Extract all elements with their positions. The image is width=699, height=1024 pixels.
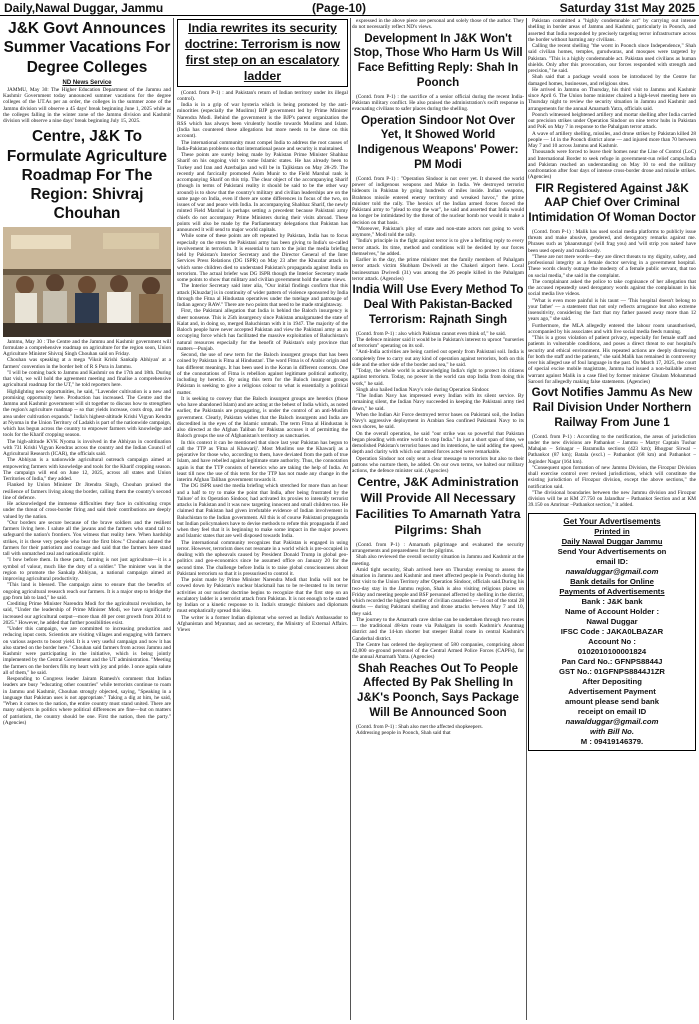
masthead-paper-name: Daily,Nawal Duggar, Jammu [4, 1, 164, 15]
article-paragraph: expressed in the above piece are personal and solely those of the author. They do not necessarily reflect ND's views. [352, 18, 524, 31]
article-paragraph: The defence minister said it would be in Pakistan's interest to uproot "nurseries of terrorism" operating on its soil. [352, 336, 524, 350]
article-paragraph: Responding to Congress leader Jairam Ramesh's comment that Indian leaders are busy "educating other countries" while terrorists continue to roam in Jammu and Kashmir, Chouhan strongly objected, saying, "Speaking in a language that Pakistan uses is not appropriate." Taking a dig at him, he said, "When it comes to the nation, the entire country must stand united. There are many subjects in politics where political differences are fine—but on matters of patriotism, the country should be one. First the nation, then the party." (Agencies) [3, 676, 171, 726]
article-paragraph: "The divisional boundaries between the new Jammu division and Firozpur division will be at KM 27.750 on Jalandhar – Pathankot Section and at KM 39.150 on Amritsar –Pathankot section," it added. [528, 489, 696, 509]
article-paragraph: (Contd. from P-1) : According to the notification, the areas of jurisdiction under the new divisions are Pathankot – Jammu – Martyr Captain Tushar Mahajan – Srinagar – Baramulla sections (423 km); Bhogpur Sirwal – Pathankot (87 km); Batala (excl.) – Pathankot (68 km) and Pathankot – Joginder Nagar (164 km). [528, 433, 696, 465]
article-paragraph: "Consequent upon formation of new Jammu Division, the Firozpur Division shall exercise control over revised jurisdictions, which will constitute the existing jurisdiction of Firozpur division, except the above sections," the notification said. [528, 464, 696, 490]
ad-email[interactable]: nawalduggar@gmail.com [565, 567, 659, 577]
article-paragraph: The writer is a former Indian diplomat who served as India's Ambassador to Afghanistan and Myanmar, and as secretary, the Ministry of External Affairs. Views [177, 614, 348, 633]
ad-line: Advertisement Payment [568, 687, 656, 697]
article-paragraph: The Centre has ordered the deployment of 580 companies, comprising about 42,000 on-ground personnel of the Central Armed Police Forces (CAPFs), for the annual Amarnath Yatra. (Agencies) [352, 641, 524, 661]
article-paragraph: The international community must compel India to address the root causes of India-Pakistan problems so that international peace and security is maintained. [177, 139, 348, 152]
advertisement-box [528, 513, 696, 752]
article-paragraph: The point made by Prime Minister Narendra Modi that India will not be cowed down by Pakistan's nuclear blackmail has to be re-iterated to its terror activities at our nuclear doctrine begins to recognize that the first step on an escalatory ladder is a terrorist attack from Pakistan. It is not enough to be stated by Indian or a kinetic response to it. India's strategic thinkers and diplomats must emphatically spread this idea. [177, 577, 348, 615]
article-headline: Govt Notifies Jammu As New Rail Division Under Northern Railway From June 1 [531, 386, 693, 429]
column-4 [528, 18, 696, 1020]
article-paragraph: (Contd. from P-1) : Malik has used social media platforms to publicly issue threats and make abusive, gendered, and derogatory remarks against me. Phrases such as 'phaanstunga' (will frag you) and 'will strip you naked' have been used openly and maliciously. [528, 228, 696, 254]
ad-line: Pan Card No.: GFNPS8844J [561, 657, 663, 667]
article-paragraph: "This land is blessed. The campaign aims to ensure that the benefits of ongoing agricultural research reach our farmers. It is a major step to bridge the gap from lab to land," he said. [3, 582, 171, 601]
article-paragraph: Addressing people in Poonch, Shah said that [356, 730, 451, 737]
article-paragraph: Jammu, May 30 : The Centre and the Jammu and Kashmir government will formulate a comprehensive roadmap on agriculture for the region soon, Union Agriculture Minister Shivraj Singh Chouhan said on Friday. [3, 338, 171, 357]
ad-line: with Bill No. [590, 727, 634, 737]
ad-line: Daily Nawal Duggar Jammu [561, 537, 663, 547]
article-paragraph: It is seeking to convey that the Baloch insurgent groups are heretics (those who have abandoned Islam) and are acting at the behest of India which, as noted earlier, the Pakistanis are propagating, is under the control of an anti-Muslim government. Clearly, Pakistan wishes that the Baloch insurgents and India are discredited in the eyes of the Islamic ummah. The term Fitna al Hindustan is also directed at the Afghan Taliban for Pakistan accuses it of permitting the Baloch groups the use of Afghanistan's territory as sanctuaries. [177, 395, 348, 440]
ad-email[interactable]: nawalduggar@gmail.com [565, 717, 659, 727]
article-paragraph: The complainant asked the police to take cognisance of her allegation that the accused repeatedly used derogatory words against the complainant in his social media live videos. [528, 278, 696, 298]
article-paragraph: Second, the use of new term for the Baloch insurgent groups that has been coined by Pakistan is Fitna al Hindustan'. The word Fitna is of Arabic origin and has different meanings. It has been used in the Koran in different contexts. One of the connotations of Fitna is rebellion against legitimate political authority, including by heretics. By using this term for the Baloch insurgent groups Pakistan is seeking to give a religious colour to what is essentially a political matter. [177, 352, 348, 396]
article-paragraph: While some of these points are oft repeated by Pakistan, India has to focus especially on the stress the Pakistani army has been giving to India's so-called involvement in terrorism. It is essential to turn to the joint the media briefing held by Pakistan's Interior Secretary and the Director General of the Inter Services Press Relations (DG ISPR) on May 23 after the Khuzdar attack in which some children died to understand Pakistan's propaganda against India on terrorism. The actual briefer was DG ISPR though the Interior Secretary made some points to show that military and civilian government hold the same views. [177, 233, 348, 283]
ad-line: email ID: [595, 557, 629, 567]
ad-line: Bank details for Online [570, 577, 654, 587]
article-byline: ND News Service [62, 79, 112, 86]
article-paragraph: "What is even more painful is his taunt — 'This hospital doesn't belong to your father' — a statement that not only reflects arrogance but also extreme insensitivity, considering the fact that my father passed away more than 12 years ago," she said. [528, 297, 696, 323]
article-paragraph: (Contd. from P-1) : Shah also met the affected shopkeepers. [356, 723, 483, 730]
article-paragraph: "Our borders are secure because of the brave soldiers and the resilient farmers living here. I salute all the jawans and the farmers who stand tall to safeguard the nation's frontiers. You witness that reality here. When hardship strikes, it is these very people who bear the first blow." Chouhan saluted the farmers for their patriotism and courage and said that the farmers here stand tall with unmatched zeal and nationalistic spirit. [3, 519, 171, 557]
ad-line: Nawal Duggar [586, 617, 638, 627]
article-headline: Development In J&K Won't Stop, Those Who Harm Us Will Face Befitting Reply: Shah In Poonch [353, 31, 523, 89]
column-1 [3, 18, 171, 1020]
article-paragraph: A wave of artillery shelling, missiles, and drone strikes by Pakistan killed 28 people — 14 in the Poonch district alone — and injured more than 70 between May 7 and 10 across Jammu and Kashmir. [528, 130, 696, 149]
article-paragraph: Shah also reviewed the overall security situation in Jammu and Kashmir at the meeting. [352, 554, 524, 567]
article-paragraph: (Contd. from P-1) : the sacrifice of a senior official during the recent India-Pakistan military conflict. He also praised the administration's swift response in evacuating civilians to safer places during the shelling. [352, 93, 524, 113]
article-paragraph: (Contd. from P-1) : "Operation Sindoor is not over yet. It showed the world power of indigenous weapons and Make in India. We destroyed terrorist hideouts in Pakistan by going hundreds of miles inside. Indian weapons, Brahmos missile entered enemy territory and wreaked havoc," the prime minister told the rally. The heroics of the Indian armed forces forced the Pakistani army to "plead to stop the war", he said and asserted that India would no longer be intimidated by the threat of the nuclear bomb nor would it make a decision on that basis. [352, 175, 524, 226]
ad-line: 0102010100001824 [577, 647, 647, 657]
article-paragraph: Earlier in the day, the prime minister met the family members of Pahalgam terror attack victim Shubham Dwivedi at the Chakeri airport here. Local businessman Dwivedi (31) was among the 26 people killed in the Pahalgam terror attack. (Agencies) [352, 257, 524, 282]
article-headline: Centre, J&K Administration Will Provide All Necessary Facilities To Amarnath Yatra Pilgrims: Shah [355, 475, 521, 537]
article-paragraph: Thousands were forced to leave their homes near the Line of Control (LoC) and International Border to seek refuge in government-run relief camps.India and Pakistan reached an understanding on May 10 to end the military confrontation after four days of intense cross-border drone and missile strikes. (Agencies) [528, 149, 696, 181]
ad-line: GST No.: 01GFNPS8844J1ZR [559, 667, 665, 677]
article-headline: FIR Registered Against J&K AAP Chief Over Criminal Intimidation Of Woman Doctor [528, 181, 696, 225]
article-paragraph: The high-altitude KVK Nyoma is involved in the Abhiyan in coordination with 731 Krishi Vigyan Kendras across the country and the Indian Council of Agricultural Research (ICAR), the officials said. [3, 438, 171, 457]
article-paragraph: Operation Sindoor not only sent a clear message to terrorists but also to their patrons who nurture them, he added. On our own terms, we halted our military actions, the defence minister said. (Agencies) [352, 455, 524, 475]
article-paragraph: "The Indian Navy has impressed every Indian with its silent service. By remaining silent, the Indian Navy succeeded in keeping the Pakistani army tied down," he said. [352, 393, 524, 412]
ad-line: IFSC Code : JAKA0LBAZAR [560, 627, 664, 637]
column-2 [177, 18, 348, 1020]
article-paragraph: When the Indian Air Force destroyed terror bases on Pakistani soil, the Indian Navy's aggressive deployment in Arabian Sea confined Pakistani Navy to its own shores, he said. [352, 411, 524, 431]
article-paragraph: Chouhan was speaking at a mega 'Viksit Krishi Sankalp Abhiyan' at a farmers' convention in the border belt of R S Pura in Jammu. [3, 357, 171, 370]
article-paragraph: Poonch witnessed heightened artillery and mortar shelling after India carried out precision strikes under Operation Sindoor on nine terror hubs in Pakistan and PoK on May 7 in response to the Pahalgam terror attack. [528, 111, 696, 131]
column-3 [352, 18, 524, 1020]
article-paragraph: Calling the recent shelling "the worst in Poonch since Independence," Shah said civilian homes, temples, gurudwaras, and mosques were targeted by Pakistan. "This is a highly condemnable act. Pakistan used civilians as human shields. Only after this provocation, our forces responded with strength and precision," he said. [528, 43, 696, 74]
ad-line: After Depositing [582, 677, 642, 687]
article-paragraph: "Today, the whole world is acknowledging India's right to protect its citizens against terrorism. Today, no power in the world can stop India from doing this work," he said. [352, 368, 524, 387]
article-headline: J&K Govt Announces Summer Vacations For Degree Colleges [3, 20, 171, 76]
ad-line: Printed in [594, 527, 630, 537]
ad-line: Name of Account Holder : [564, 607, 660, 617]
ad-line: Bank : J&K bank [581, 597, 643, 607]
ad-line: Account No : [588, 637, 636, 647]
article-paragraph: Crediting Prime Minister Narendra Modi for the agricultural revolution, he said, "Under the leadership of Prime Minister Modi, we have significantly increased our agricultural output—more than 40 per cent growth from 2014 to 2025." However, he added that further possibilities exist. [3, 601, 171, 626]
article-paragraph: The journey to the Amarnath cave shrine can be undertaken through two routes — the traditional 48-km route via Pahalgam in south Kashmir's Anantnag district and the 14-km shorter but steeper Baltal route in central Kashmir's Ganderbal district. [352, 616, 524, 642]
article-headline: India rewrites its security doctrine: Terrorism is now first step on an escalatory ladder [177, 19, 348, 87]
article-paragraph: In this context it can be mentioned that since last year Pakistan has begun to call the TTP as 'Fitna al Khawarij'. Most Muslims use the Khawarij as a pejorative for those who, according to them, have deviated from the path of true Islam, and have rebelled against legitimate state authority. Thus, the connotation again is that the TTP consists of heretics who are taking the help of India. At least till now the use of this term for the TTP has not made any change in the interim Afghan Taliban government towards it. [177, 439, 348, 483]
article-headline: Centre, J&K To Formulate Agriculture Roadmap For The Region: Shivraj Chouhan [6, 128, 168, 223]
news-photo-image [3, 227, 171, 337]
article-paragraph: JAMMU, May 30: The Higher Education Department of the Jammu and Kashmir Government today announced summer vacations for the degree colleges of the UT.As per an order, the colleges in the summer zone of the Jammu division will observe a 45 days' break beginning June 1, 2025 while as the colleges falling in the winter zone of the Jammu division and Kashmir division will observe a nine days' break beginning July 15, 2025. [3, 86, 171, 124]
article-paragraph: The international community recognizes that Pakistan is engaged in using terror. However, terrorism does not resonate in a world which is pre-occupied in dealing with the upheavals caused by President Donald Trump in global geo-politics and geo-economics since he assumed office on January 20 for the second time. The challenge before India is to raise global consciousness about Pakistani terrorism so that it is pressurised to control it. [177, 539, 348, 577]
article-paragraph: Amid tight security, Shah arrived here on Thursday evening to assess the situation in Jammu and Kashmir and meet affected people in Poonch during his first visit to the Union Territory after Operation Sindoor, officials said.During his two-day stay in the Jammu region, Shah is also visiting religious places on Friday and meeting people and BSF personnel affected by shelling in the district, which recorded the highest number of civilian casualties — 14 out of the total 28 deaths — during Pakistani shelling and drone attacks between May 7 and 10, they said. [352, 566, 524, 617]
column-rule [526, 18, 527, 1020]
article-paragraph: "I bow before them. In these parts, farming is not just agriculture—it is a symbol of valour, much like the duty of a soldier." The minister was in the region to promote the Sankalp Abhiyan, a national campaign aimed at improving agricultural productivity. [3, 557, 171, 582]
masthead-date: Saturday 31st May 2025 [559, 1, 695, 15]
article-paragraph: "India's principle in the fight against terror is to give a befitting reply to every terror attack. Its time, method and conditions will be decided by our forces themselves," he added. [352, 238, 524, 257]
ad-line: receipt on email ID [577, 707, 647, 717]
article-paragraph: Shah said that a package would soon be introduced by the Centre for damaged homes, businesses, and religious sites. [528, 74, 696, 87]
masthead-page-number: (Page-10) [312, 1, 367, 15]
article-paragraph: On the overall operation, he said "our strike was so powerful that Pakistan began pleading with entire world to stop India." In just a short span of time, we demolished Pakistan's terrorist bases and its intentions, he said adding the speed, depth and clarity with which our armed forces acted were remarkable. [352, 430, 524, 456]
column-rule [350, 18, 351, 1020]
article-headline: Shah Reaches Out To People Affected By Pak Shelling In J&K's Poonch, Says Package Will Be Announced Soon [357, 661, 519, 720]
article-paragraph: He arrived in Jammu on Thursday, his third visit to Jammu and Kashmir since April 6. The Union home minister chaired a high-level meeting here on Thursday night to review the security situation in Jammu and Kashmir and arrangements for the annual Amarnath Yatra, officials said. [528, 86, 696, 112]
article-paragraph: "I will be coming back to Jammu and Kashmir on the 17th and 18th. During that visit, we will hold the agreement meeting and finalise a comprehensive agricultural roadmap for the UT," he told reporters here. [3, 369, 171, 389]
article-headline: India Will Use Every Method To Deal With Pakistan-Backed Terrorism: Rajnath Singh [352, 283, 524, 326]
article-paragraph: These points are surely being made by Pakistan Prime Minister Shahbaz Sharif on his ongoing visit to some Islamic states. He has already been to Turkey and Iran and Azerbaijan and will be in Tajikistan on May 28-29. The recently and farcically promoted Asim Munir to the Field Marshal rank is accompanying Sharif on this trip. The clear object of the accompanying Sharif (though in terms of Pakistani reality it should be said to be the other way around) is to show that the country's military and civilian leaderships are on the same page on India, even if there are some differences in focus of the two, on issues of war and peace with India. In accompanying Shahbaz Sharif, the newly minted Field Marshal is perhaps setting a precedent because Pakistani army chiefs do not accompany Prime Ministers during their visits abroad. These points will also be made by the Parliamentary delegations that Pakistan has announced it will send to major world capitals. [177, 152, 348, 233]
ad-phone: M : 09419146379. [580, 737, 644, 747]
article-paragraph: Highlighting new opportunities, he said, "Lavender cultivation is a new and promising opportunity here. Production has increased. The Centre and the Jammu and Kashmir government will sit together to discuss how to strengthen the region's agriculture roadmap -- so that yields increase, costs drop, and the area under cultivation expands." India's highest-altitude Krishi Vigyan Kendra at Nyoma in the Union Territory of Ladakh is part of the nationwide campaign, which has begun across the country to empower farmers with knowledge and tools for the Kharif cropping season. [3, 388, 171, 439]
column-rule [173, 18, 174, 1020]
article-paragraph: First, the Pakistani allegation that India is behind the Baloch insurgency is sheer nonsense. This is 25th insurgency since Pakistan amalgamated the state of Kalat and, in doing so, merged Baluchistan with it in 1947. The majority of the Baloch people have never accepted Pakistan and view the Pakistani army as an occupying force which has facilitated the massive exploitation of Baluchistan's natural resources especially for the benefit of Pakistan's only province that matters—Punjab. [177, 308, 348, 352]
article-paragraph: He acknowledged the immense difficulties they face in cultivating crops under the threat of cross-border firing and said their contributions are deeply valued by the nation. [3, 501, 171, 520]
article-paragraph: "These are not mere words—they are direct threats to my dignity, safety, and professional integrity as a female doctor serving in a government hospital. These words clearly outrage the modesty of a female public servant, that too on social media," she said in the complaint. [528, 253, 696, 279]
article-paragraph: The Abhiyan is a nationwide agricultural outreach campaign aimed at empowering farmers with knowledge and tools for the Kharif cropping season. The campaign will end on June 12, 2025, across all states and Union Territories of India," they added. [3, 457, 171, 482]
article-paragraph: Pakistan committed a "highly condemnable act" by carrying out intense shelling in border areas of Jammu and Kashmir, particularly in Poonch, and asserted that India responded by precisely targeting terror infrastructure across the border without harming any civilians. [528, 18, 696, 43]
article-paragraph: "Anti-India activities are being carried out openly from Pakistani soil. India is completely free to carry out any kind of operation against terrorists, both on this side and the other side of the border and sea," he said. [352, 349, 524, 368]
article-paragraph: "Moreover, Pakistan's ploy of state and non-state actors not going to work anymore," Modi told the rally. [352, 225, 524, 239]
article-paragraph: Flanked by Union Minister Dr Jitendra Singh, Chouhan praised the resilience of farmers living along the border, calling them the country's second line of defence. [3, 482, 171, 501]
article-paragraph: (Contd. from P-1) : also which Pakistan cannot even think of," he said. [356, 330, 507, 337]
article-paragraph: Singh also hailed Indian Navy's role during Operation Sindoor. [356, 386, 490, 393]
article-paragraph: "This is a gross violation of patient privacy, especially for female staff and patients in vulnerable conditions, and poses a direct threat to our hospital's security and ethical environment. His repeated actions are deeply distressing for both the staff and the patients," she said.Malik has remained in controversy over his alleged use of foul language in the past. On March 17, 2025, the court of special excise mobile magistrate, Jammu had issued a non-bailable arrest warrant against Malik in a case filed by former minister Ghulam Mohammad Saroori for allegedly making false statements. (Agencies) [528, 335, 696, 385]
ad-line: Send Your Advertisements on [557, 547, 667, 557]
masthead [0, 0, 699, 16]
ad-line: amount please send bank [565, 697, 659, 707]
ad-line: Payments of Advertisements [559, 587, 665, 597]
article-paragraph: "Under this campaign, we are committed to increasing production and reducing input costs. Scientists are visiting villages and engaging with farmers on various aspects to boost yield. It is a very useful campaign and now it has also started on the border here." Chouhan said farmers from across Jammu and Kashmir were participating in the initiative, which is being jointly implemented by the Central Government and the UT administration. "Meeting the farmers on the borders fills my heart with joy and pride. I once again salute all of them," he said. [3, 626, 171, 676]
article-paragraph: The Interior Secretary said inter alia, "Our initial findings confirm that this attack [Khuzdar] is in continuity of wider pattern of violence sponsored by India through the Fitna al Hindustan operatives under the tutelage and patronage of Indian agency RAW." There are two points that need to be made straightaway. [177, 283, 348, 308]
article-paragraph: (Contd. from P-1) : Amarnath pilgrimage and evaluated the security arrangements and preparedness for the pilgrims. [352, 541, 524, 555]
article-paragraph: (Contd. from P-1) : and Pakistan's return of Indian territory under its illegal control). [177, 89, 348, 102]
article-headline: Operation Sindoor Not Over Yet, It Showed World Indigenous Weapons' Power: PM Modi [357, 113, 519, 172]
ad-line: Get Your Advertisements [563, 516, 661, 526]
news-photo [3, 227, 171, 337]
article-paragraph: The DG ISPR used the media briefing which stretched for more than an hour and a half to try to make the point that India, after being frustrated by the 'failure' of its Operation Sindoor, had activated its proxies to intensify terrorist attacks in Pakistan and it was now targeting innocent and small children too. He claimed that Pakistan had given irrefutable evidence of Indian involvement in Baluchistan to the Indian government. All this is of course Pakistani propaganda but Indian policymakers have to devise methods to refute this propaganda if and when they feel that it is beginning to make some impact in the major powers and Islamic states that are well disposed towards India. [177, 483, 348, 540]
article-paragraph: Furthermore, the MLA allegedly entered the labour room unauthorised, accompanied by his associates and with live social media feeds running. [528, 322, 696, 335]
article-paragraph: India is in a grip of war hysteria which is being promoted by the anti-minorities (especially the Muslims) BJP government led by Prime Minister Narendra Modi. Behind the government is the BJP's parent organization the RSS which has always been virulently hostile towards Muslims and Islam. (India has countered these allegations but more needs to be done on this account). [177, 102, 348, 140]
